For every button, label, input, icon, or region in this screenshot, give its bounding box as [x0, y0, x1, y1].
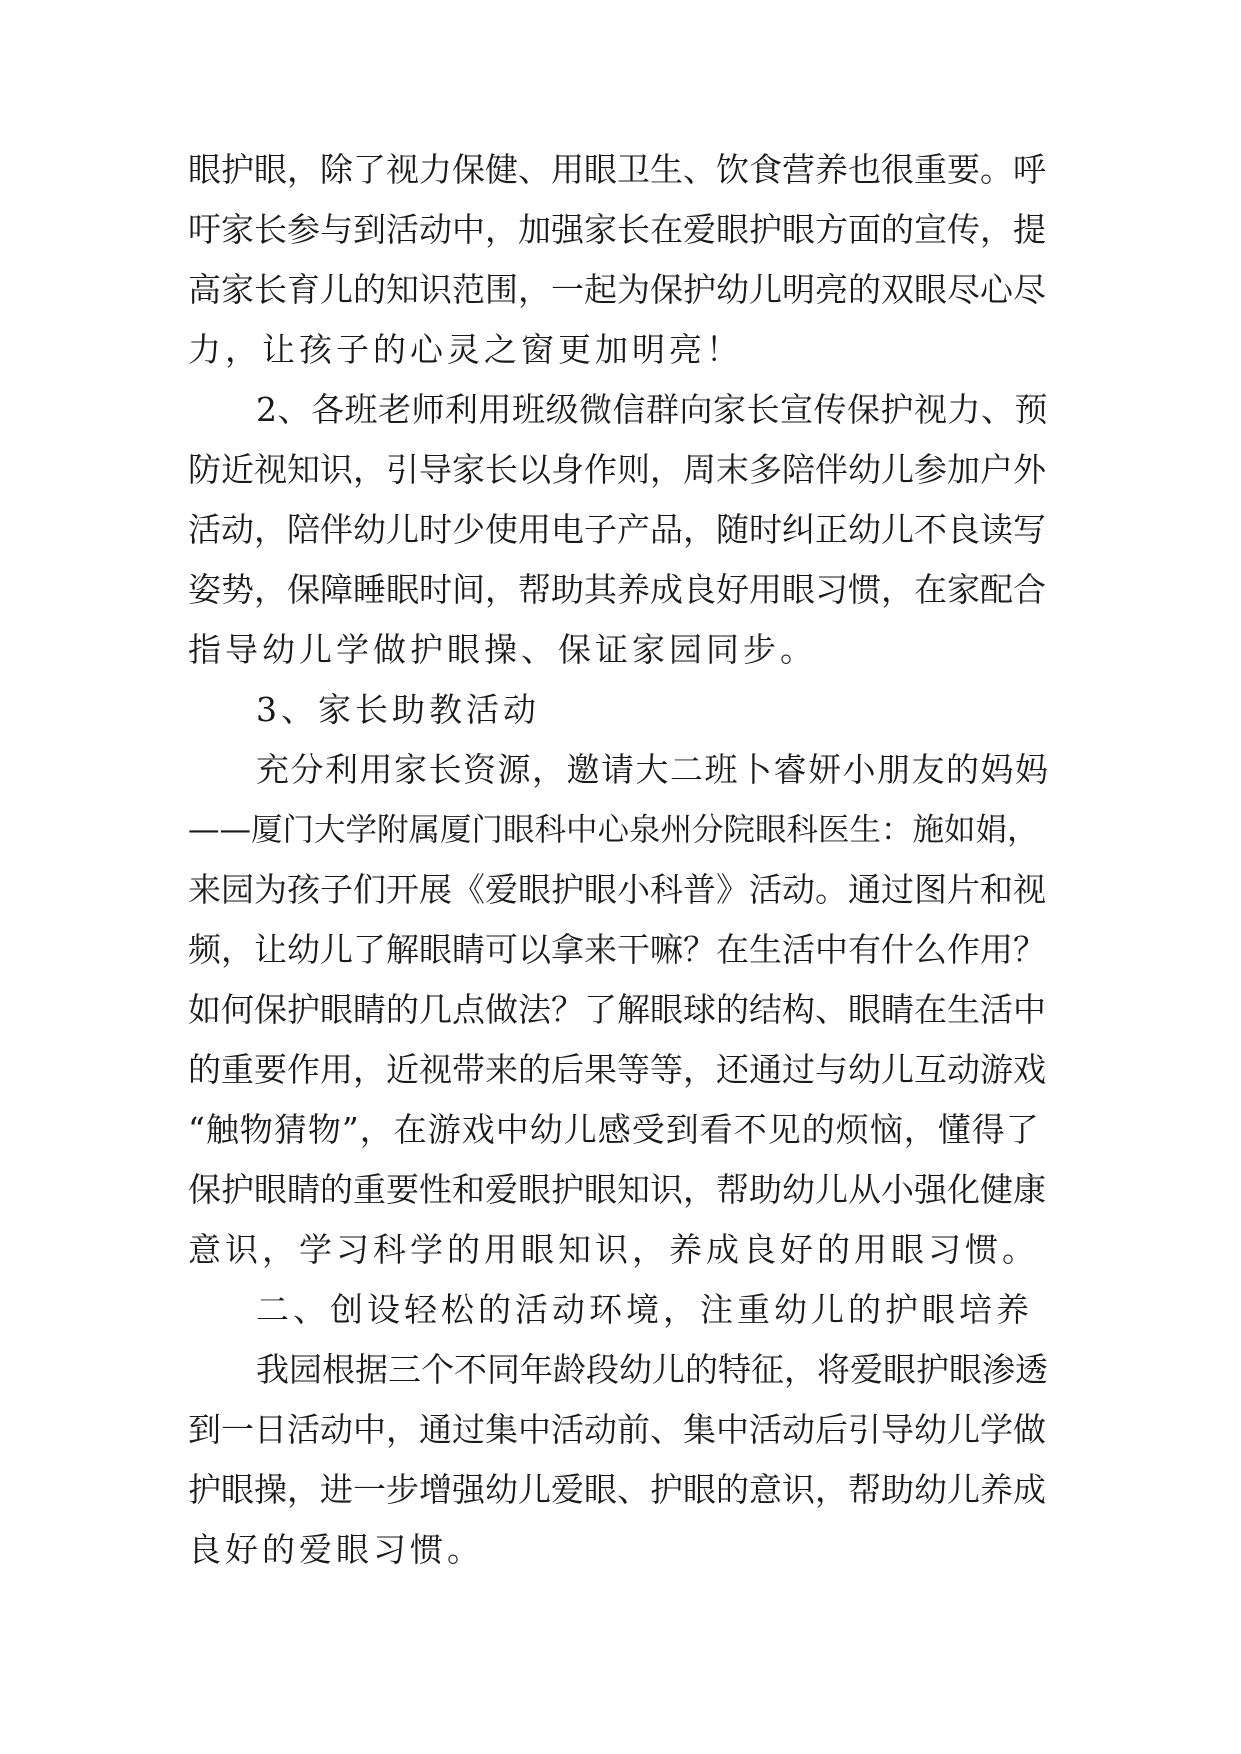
- text-line: 眼护眼，除了视力保健、用眼卫生、饮食营养也很重要。呼: [188, 150, 1046, 189]
- text-line: 的重要作用，近视带来的后果等等，还通过与幼儿互动游戏: [188, 1050, 1046, 1089]
- text-line: 保护眼睛的重要性和爱眼护眼知识，帮助幼儿从小强化健康: [188, 1170, 1046, 1209]
- text-line: 到一日活动中，通过集中活动前、集中活动后引导幼儿学做: [188, 1410, 1046, 1449]
- text-line: 2、各班老师利用班级微信群向家长宣传保护视力、预: [256, 390, 1048, 429]
- text-line: 吁家长参与到活动中，加强家长在爱眼护眼方面的宣传，提: [188, 210, 1046, 249]
- body-text: [188, 140, 1050, 1580]
- text-line: 姿势，保障睡眠时间，帮助其养成良好用眼习惯，在家配合: [188, 570, 1046, 609]
- text-line: 良好的爱眼习惯。: [188, 1530, 484, 1569]
- text-line: 高家长育儿的知识范围，一起为保护幼儿明亮的双眼尽心尽: [188, 270, 1046, 309]
- subheading-line: 3、家长助教活动: [256, 690, 540, 729]
- section-heading-line: 二、创设轻松的活动环境，注重幼儿的护眼培养: [256, 1290, 1033, 1329]
- text-line: 意识，学习科学的用眼知识，养成良好的用眼习惯。: [188, 1230, 1039, 1269]
- text-line: 来园为孩子们开展《爱眼护眼小科普》活动。通过图片和视: [188, 870, 1046, 909]
- text-line: “触物猜物”，在游戏中幼儿感受到看不见的烦恼，懂得了: [188, 1110, 1040, 1149]
- text-line: 我园根据三个不同年龄段幼儿的特征，将爱眼护眼渗透: [256, 1350, 1048, 1389]
- text-line: 指导幼儿学做护眼操、保证家园同步。: [188, 630, 817, 669]
- text-line: 防近视知识，引导家长以身作则，周末多陪伴幼儿参加户外: [188, 450, 1046, 489]
- text-line: 力，让孩子的心灵之窗更加明亮！: [188, 330, 743, 369]
- text-line: 护眼操，进一步增强幼儿爱眼、护眼的意识，帮助幼儿养成: [188, 1470, 1046, 1509]
- text-line: 充分利用家长资源，邀请大二班卜睿妍小朋友的妈妈: [256, 750, 1050, 789]
- text-line: 频，让幼儿了解眼睛可以拿来干嘛？在生活中有什么作用？: [188, 930, 1046, 969]
- text-line: 活动，陪伴幼儿时少使用电子产品，随时纠正幼儿不良读写: [188, 510, 1046, 549]
- text-line: ——厦门大学附属厦门眼科中心泉州分院眼科医生：施如娟，: [188, 812, 1039, 848]
- text-line: 如何保护眼睛的几点做法？了解眼球的结构、眼睛在生活中: [188, 990, 1046, 1029]
